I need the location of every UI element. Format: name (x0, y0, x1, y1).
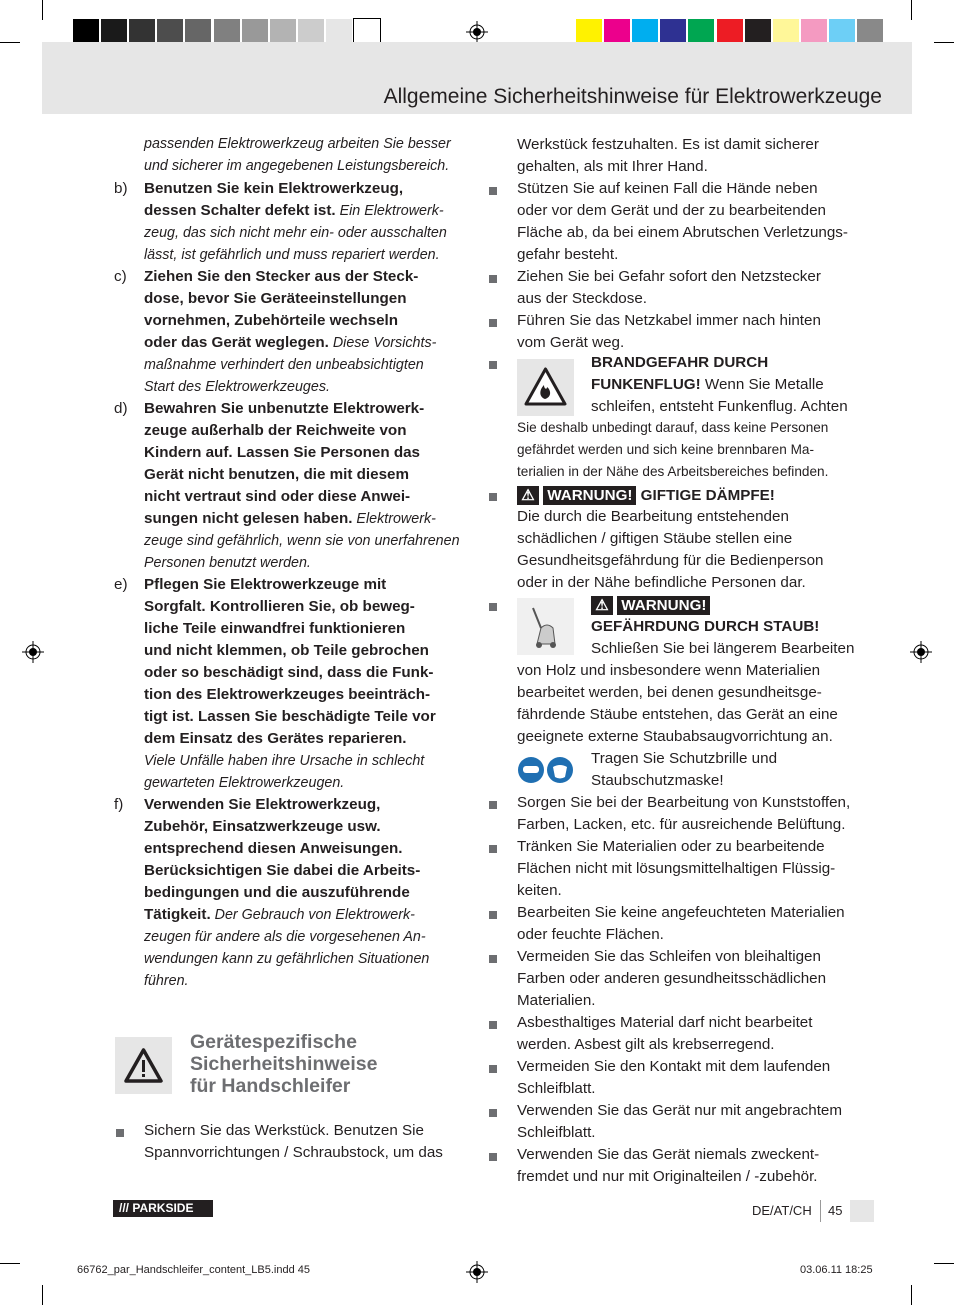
text-line (517, 926, 664, 943)
bullet-icon (489, 955, 497, 963)
text-run: dessen Schalter defekt ist. (144, 202, 336, 219)
text-run: Spannvorrichtungen / Schraubstock, um das (144, 1144, 443, 1161)
crop-mark (911, 0, 912, 20)
slug-date: 03.06.11 18:25 (800, 1264, 873, 1276)
text-line (591, 772, 724, 789)
text-line (517, 290, 647, 307)
text-run: Berücksichtigen Sie dabei die Arbeits- (144, 862, 421, 879)
list-item-line (144, 972, 189, 989)
text-run: bedingungen und die auszuführende (144, 884, 410, 901)
bullet-icon (489, 845, 497, 853)
text-run: fährdende Stäube entstehen, das Gerät an eine (517, 706, 838, 723)
list-item-line (144, 774, 344, 791)
text-run: Ein Elektrowerk- (335, 203, 444, 219)
text-run: terialien in der Nähe des Arbeitsbereiches befinden. (517, 464, 829, 479)
text-run: Personen benutzt werden. (144, 555, 311, 571)
text-line (591, 618, 819, 635)
text-run: Führen Sie das Netzkabel immer nach hinten (517, 312, 821, 329)
list-label (114, 180, 128, 197)
text-run: Werkstück festzuhalten. Es ist damit sicherer (517, 136, 819, 153)
list-item-line (144, 730, 407, 747)
list-label (114, 400, 128, 417)
text-run: BRANDGEFAHR DURCH (591, 354, 769, 371)
text-run: Vermeiden Sie den Kontakt mit dem laufenden (517, 1058, 831, 1075)
text-run: Der Gebrauch von Elektrowerk- (210, 907, 415, 923)
text-run: Elektrowerk- (352, 511, 436, 527)
list-item-line (144, 796, 380, 813)
fire-title (591, 354, 768, 371)
list-item-line (144, 466, 409, 483)
list-item-line (144, 554, 311, 571)
text-line (517, 202, 826, 219)
text-run: Sie deshalb unbedingt darauf, dass keine Personen (517, 420, 829, 435)
list-item-line (144, 884, 410, 901)
warning-triangle-icon (115, 1037, 172, 1094)
page-number: 45 (828, 1203, 843, 1218)
list-label (114, 796, 123, 813)
text-run: gehalten, als mit Ihrer Hand. (517, 158, 708, 175)
warning-triangle-icon: ⚠ (591, 596, 613, 615)
text-run: zeug, das sich nicht mehr ein- oder ausschalten (144, 225, 447, 241)
text-line (517, 158, 708, 175)
text-run: zeugen für andere als die vorgesehenen An- (144, 929, 426, 945)
bullet-icon (116, 1129, 124, 1137)
text-run: oder feuchte Flächen. (517, 926, 664, 943)
text-run: oder in der Nähe befindliche Personen dar. (517, 574, 806, 591)
text-line (517, 1036, 774, 1053)
text-run: vom Gerät weg. (517, 334, 625, 351)
crop-mark (0, 42, 20, 43)
text-run: und nicht klemmen, ob Teile gebrochen (144, 642, 429, 659)
text-line (517, 838, 825, 855)
list-item-line (144, 290, 407, 307)
text-run: Start des Elektrowerkzeuges. (144, 379, 330, 395)
text-run: Materialien. (517, 992, 596, 1009)
text-run: zeuge außerhalb der Reichweite von (144, 422, 407, 439)
text-line (517, 1014, 812, 1031)
text-run: Gesundheitsgefährdung für die Bedienperson (517, 552, 824, 569)
text-run: Farben oder anderen gesundheitsschädlichen (517, 970, 827, 987)
text-run: Staubschutzmaske! (591, 772, 724, 789)
text-run: Fläche ab, da bei einem Abrutschen Verletzungs- (517, 224, 848, 241)
text-run: Bewahren Sie unbenutzte Elektrowerk- (144, 400, 425, 417)
text-line (517, 1102, 842, 1119)
text-run: WARNUNG! (617, 596, 710, 615)
text-run: liche Teile einwandfrei funktionieren (144, 620, 406, 637)
text-run: f) (114, 796, 124, 813)
crop-mark (42, 1285, 43, 1305)
text-line (591, 750, 777, 767)
registration-mark-icon (466, 1261, 488, 1283)
list-item-line (144, 268, 418, 285)
text-run: Schleifblatt. (517, 1080, 596, 1097)
warning-triangle-icon: ⚠ (517, 486, 539, 505)
text-line (591, 398, 848, 415)
list-item-line (144, 620, 405, 637)
text-run: gewarteten Elektrowerkzeugen. (144, 775, 345, 791)
text-run: wendungen kann zu gefährlichen Situationen (144, 951, 430, 967)
text-run: sungen nicht gelesen haben. (144, 510, 353, 527)
text-line (517, 1146, 819, 1163)
text-run: Schließen Sie bei längerem Bearbeiten (591, 640, 855, 657)
list-item-line (144, 378, 330, 395)
list-item-line (144, 818, 381, 835)
list-item-line (144, 510, 436, 527)
bullet-icon (489, 319, 497, 327)
bullet-icon (489, 361, 497, 369)
text-run: WARNUNG! (543, 486, 636, 505)
text-run: d) (114, 400, 128, 417)
text-line (517, 860, 835, 877)
text-run: werden. Asbest gilt als krebserregend. (517, 1036, 775, 1053)
registration-mark-icon (22, 641, 44, 663)
text-run: tion des Elektrowerkzeuges beeinträch- (144, 686, 431, 703)
text-line (591, 640, 854, 657)
text-run: schädlichen / giftigen Stäube stellen eine (517, 530, 793, 547)
slug-file: 66762_par_Handschleifer_content_LB5.indd 45 (77, 1264, 311, 1276)
list-item-line (144, 752, 424, 769)
list-item-line (144, 444, 420, 461)
text-run: lässt, ist gefährlich und muss repariert werden. (144, 247, 440, 263)
text-run: FUNKENFLUG! (591, 376, 701, 393)
intro-line (144, 136, 451, 152)
text-run: gefahr besteht. (517, 246, 619, 263)
text-line (517, 1058, 830, 1075)
text-line (517, 268, 821, 285)
bullet-icon (489, 1153, 497, 1161)
bullet-icon (489, 603, 497, 611)
text-line (517, 464, 828, 479)
vacuum-cleaner-icon (517, 598, 574, 655)
text-run: Stützen Sie auf keinen Fall die Hände neben (517, 180, 818, 197)
section-heading: Gerätespezifische Sicherheitshinweise für Handschleifer (190, 1031, 378, 1097)
bullet-icon (489, 801, 497, 809)
text-run: entsprechend diesen Anweisungen. (144, 840, 403, 857)
list-item-line (144, 576, 386, 593)
bullet-icon (489, 1065, 497, 1073)
list-item-line (144, 950, 429, 967)
text-run: GIFTIGE DÄMPFE! (636, 487, 775, 504)
text-run: passenden Elektrowerkzeug arbeiten Sie besser (144, 136, 451, 152)
text-run: oder vor dem Gerät und der zu bearbeitenden (517, 202, 827, 219)
text-run: tigt ist. Lassen Sie beschädigte Teile vor (144, 708, 436, 725)
list-item-line (144, 686, 430, 703)
text-run: Zubehör, Einsatzwerkzeuge usw. (144, 818, 381, 835)
crop-mark (911, 1285, 912, 1305)
bullet-icon (489, 275, 497, 283)
text-run: Kindern auf. Lassen Sie Personen das (144, 444, 420, 461)
text-line (517, 706, 838, 723)
text-run: Sorgen Sie bei der Bearbeitung von Kunststoffen, (517, 794, 851, 811)
text-line (517, 662, 820, 679)
text-run: und sicherer im angegebenen Leistungsbereich. (144, 158, 450, 174)
bullet-icon (489, 493, 497, 501)
list-item-line (144, 488, 410, 505)
text-run: oder das Gerät weglegen. (144, 334, 329, 351)
text-run: Flächen nicht mit lösungsmittelhaltigen Flüssig- (517, 860, 836, 877)
fumes-title (517, 486, 775, 505)
fire-title-2 (591, 376, 824, 393)
text-run: Schleifblatt. (517, 1124, 596, 1141)
list-item-line (144, 224, 447, 241)
list-item-line (144, 598, 415, 615)
list-item-line (144, 312, 398, 329)
text-line (517, 816, 845, 833)
registration-mark-icon (910, 641, 932, 663)
text-run: Sichern Sie das Werkstück. Benutzen Sie (144, 1122, 424, 1139)
crop-mark (934, 42, 954, 43)
text-line (517, 882, 562, 899)
text-line (517, 1080, 596, 1097)
text-line (517, 948, 821, 965)
text-run: führen. (144, 973, 189, 989)
flame-warning-icon (517, 359, 574, 416)
text-run: b) (114, 180, 128, 197)
text-run: Tragen Sie Schutzbrille und (591, 750, 778, 767)
text-line (517, 728, 833, 745)
bullet-icon (489, 187, 497, 195)
list-item-line (144, 664, 433, 681)
text-line (517, 684, 822, 701)
text-line (517, 312, 821, 329)
list-item-line (144, 862, 420, 879)
footer-box (850, 1200, 874, 1222)
list-item-line (144, 246, 440, 263)
text-line (517, 180, 818, 197)
text-run: Pflegen Sie Elektrowerkzeuge mit (144, 576, 387, 593)
text-line (517, 970, 826, 987)
dust-extraction-icon-box (517, 598, 574, 655)
footer-country: DE/AT/CH (752, 1203, 812, 1218)
text-run: Benutzen Sie kein Elektrowerkzeug, (144, 180, 404, 197)
text-run: bearbeitet werden, bei denen gesundheitsge- (517, 684, 822, 701)
text-line (517, 224, 848, 241)
text-line (517, 1168, 818, 1185)
text-line (517, 508, 789, 525)
text-run: Viele Unfälle haben ihre Ursache in schlecht (144, 753, 425, 769)
text-run: vornehmen, Zubehörteile wechseln (144, 312, 399, 329)
text-run: Verwenden Sie das Gerät niemals zweckent- (517, 1146, 820, 1163)
text-run: GEFÄHRDUNG DURCH STAUB! (591, 618, 820, 635)
list-item-line (144, 840, 403, 857)
text-line (517, 530, 792, 547)
list-item-line (144, 334, 436, 351)
warning-icon-box (115, 1037, 172, 1094)
text-run: Die durch die Bearbeitung entstehenden (517, 508, 789, 525)
text-run: Ziehen Sie bei Gefahr sofort den Netzstecker (517, 268, 821, 285)
text-run: Farben, Lacken, etc. für ausreichende Belüftung. (517, 816, 846, 833)
text-run: Diese Vorsichts- (328, 335, 437, 351)
text-run: Tränken Sie Materialien oder zu bearbeitende (517, 838, 825, 855)
text-run: Sorgfalt. Kontrollieren Sie, ob beweg- (144, 598, 415, 615)
text-line (517, 574, 806, 591)
text-line (517, 442, 814, 457)
text-run: gefährdet werden und sich keine brennbaren Ma- (517, 442, 814, 457)
text-run: Verwenden Sie Elektrowerkzeug, (144, 796, 381, 813)
list-item-line (144, 356, 424, 373)
registration-mark-icon (466, 21, 488, 43)
footer-divider (820, 1200, 821, 1222)
intro-line (144, 158, 449, 174)
text-run: Ziehen Sie den Stecker aus der Steck- (144, 268, 419, 285)
crop-mark (0, 1263, 20, 1264)
list-item-line (144, 202, 444, 219)
fire-hazard-icon-box (517, 359, 574, 416)
text-run: oder so beschädigt sind, dass die Funk- (144, 664, 434, 681)
text-run: aus der Steckdose. (517, 290, 648, 307)
page-title: Allgemeine Sicherheitshinweise für Elektrowerkzeuge (383, 85, 882, 108)
crop-mark (42, 0, 43, 20)
text-line (517, 1124, 596, 1141)
list-item-line (144, 708, 436, 725)
bullet-line (144, 1122, 424, 1139)
text-line (517, 136, 819, 153)
text-line (517, 420, 828, 435)
text-run: keiten. (517, 882, 562, 899)
text-line (517, 904, 845, 921)
text-run: fremdet und nur mit Originalteilen / -zubehör. (517, 1168, 818, 1185)
text-run: dem Einsatz des Gerätes reparieren. (144, 730, 407, 747)
text-run: nicht vertraut sind oder diese Anwei- (144, 488, 411, 505)
dust-warning (591, 596, 710, 615)
bullet-line (144, 1144, 443, 1161)
goggles-mask-icon (517, 755, 575, 785)
list-item-line (144, 906, 415, 923)
text-run: Tätigkeit. (144, 906, 211, 923)
text-run: Bearbeiten Sie keine angefeuchteten Materialien (517, 904, 845, 921)
list-item-line (144, 642, 429, 659)
text-run: Gerät nicht benutzen, die mit diesem (144, 466, 409, 483)
text-run: Wenn Sie Metalle (700, 376, 824, 393)
text-run: zeuge sind gefährlich, wenn sie von unerfahrenen (144, 533, 460, 549)
text-line (517, 992, 596, 1009)
list-item-line (144, 180, 403, 197)
text-run: geeignete externe Staubabsaugvorrichtung an. (517, 728, 833, 745)
text-run: dose, bevor Sie Geräteeinstellungen (144, 290, 407, 307)
parkside-logo: /// PARKSIDE (113, 1200, 213, 1217)
text-line (517, 334, 624, 351)
text-run: Vermeiden Sie das Schleifen von bleihaltigen (517, 948, 821, 965)
text-run: c) (114, 268, 127, 285)
text-line (517, 246, 618, 263)
text-run: Asbesthaltiges Material darf nicht bearbeitet (517, 1014, 813, 1031)
list-item-line (144, 928, 426, 945)
text-run: Verwenden Sie das Gerät nur mit angebrachtem (517, 1102, 843, 1119)
list-item-line (144, 400, 424, 417)
text-run: schleifen, entsteht Funkenflug. Achten (591, 398, 848, 415)
bullet-icon (489, 1021, 497, 1029)
text-line (517, 794, 850, 811)
bullet-icon (489, 911, 497, 919)
list-label (114, 576, 128, 593)
text-line (517, 552, 824, 569)
list-item-line (144, 422, 406, 439)
bullet-icon (489, 1109, 497, 1117)
list-label (114, 268, 127, 285)
text-run: e) (114, 576, 128, 593)
list-item-line (144, 532, 460, 549)
text-run: von Holz und insbesondere wenn Materialien (517, 662, 821, 679)
text-run: maßnahme verhindert den unbeabsichtigten (144, 357, 424, 373)
crop-mark (934, 1263, 954, 1264)
